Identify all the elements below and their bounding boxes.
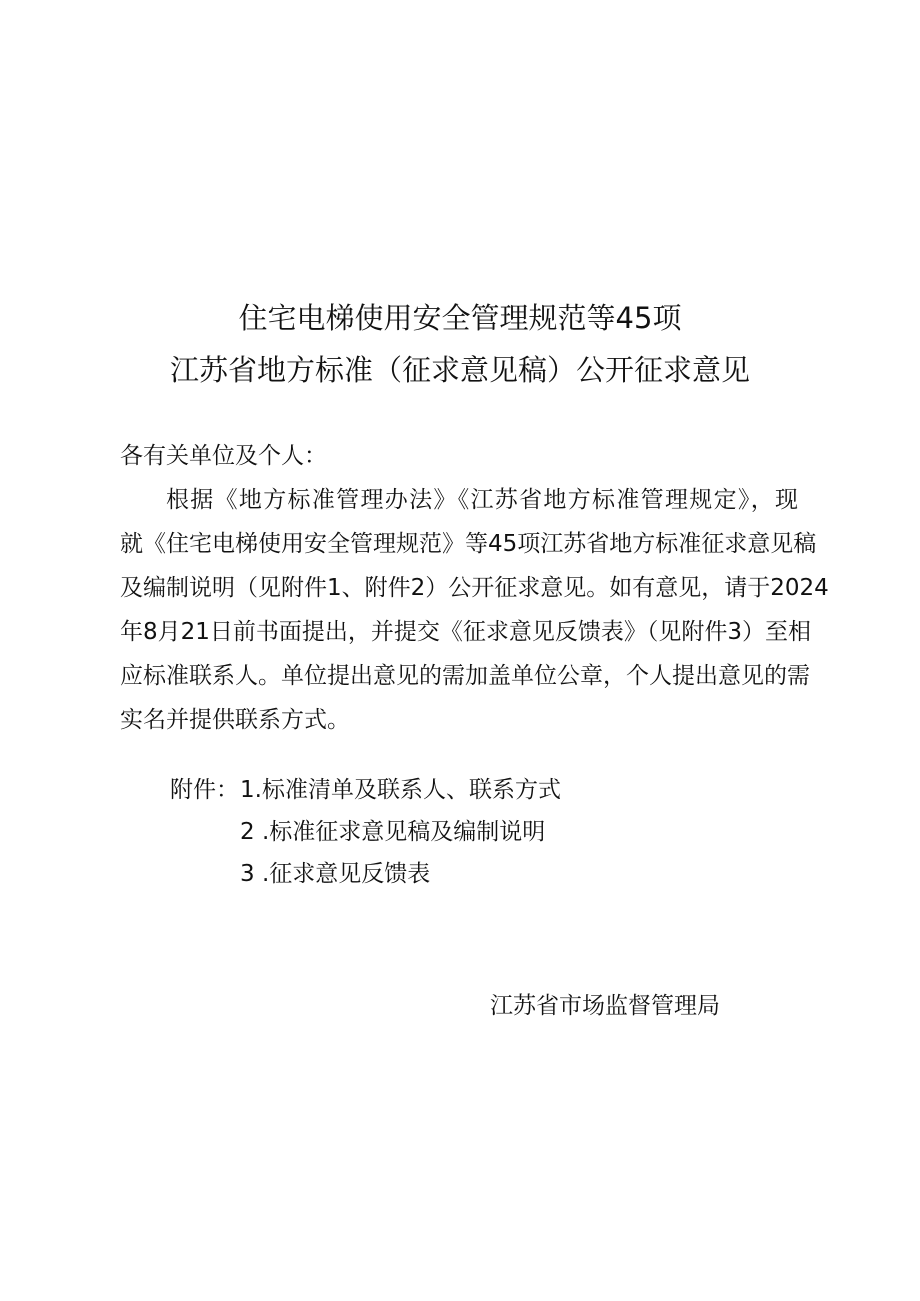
attachments-label: 附件： <box>170 777 239 803</box>
body-line: 应标准联系人。单位提出意见的需加盖单位公章，个人提出意见的需 <box>120 663 810 689</box>
body-line: 根据《地方标准管理办法》《江苏省地方标准管理规定》，现 <box>166 487 798 513</box>
body-line: 及编制说明（见附件1、附件2）公开征求意见。如有意见，请于2024 <box>120 575 829 601</box>
attachment-item: 3 .征求意见反馈表 <box>240 861 431 887</box>
body-line: 实名并提供联系方式。 <box>120 707 350 733</box>
document-title-line-2: 江苏省地方标准（征求意见稿）公开征求意见 <box>169 353 750 387</box>
body-line: 就《住宅电梯使用安全管理规范》等45项江苏省地方标准征求意见稿 <box>120 531 817 557</box>
salutation: 各有关单位及个人： <box>120 443 327 469</box>
document-title-line-1: 住宅电梯使用安全管理规范等45项 <box>238 301 682 335</box>
issuer-signature: 江苏省市场监督管理局 <box>490 993 720 1019</box>
body-line: 年8月21日前书面提出，并提交《征求意见反馈表》（见附件3）至相 <box>120 619 812 645</box>
attachment-item: 1.标准清单及联系人、联系方式 <box>240 777 561 803</box>
attachment-item: 2 .标准征求意见稿及编制说明 <box>240 819 546 845</box>
